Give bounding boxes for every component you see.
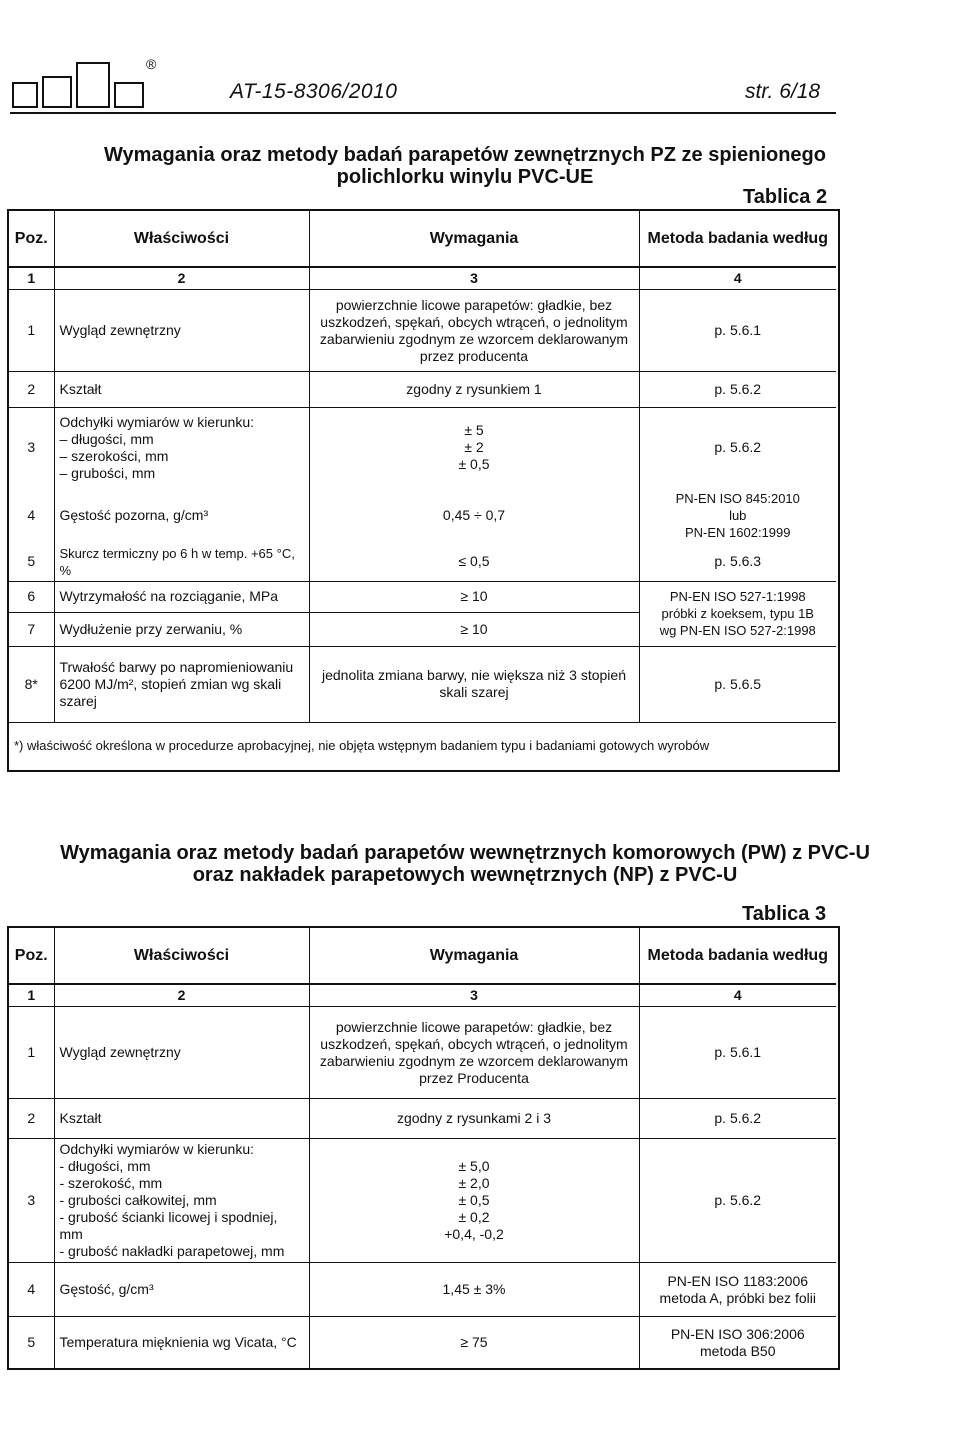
row-method: p. 5.6.2 [639,372,836,408]
table3-col-index: 1 [9,984,54,1007]
table3-col-index: 3 [309,984,639,1007]
row-poz: 1 [9,1007,54,1099]
row-requirement: zgodny z rysunkami 2 i 3 [309,1099,639,1139]
row-method: p. 5.6.2 [639,1139,836,1263]
row-property: Wydłużenie przy zerwaniu, % [54,612,309,646]
table2-row [9,581,836,612]
row-requirement: ± 5,0 ± 2,0 ± 0,5 ± 0,2 +0,4, -0,2 [309,1139,639,1263]
itb-logo [12,56,157,108]
row-property: Wygląd zewnętrzny [54,1007,309,1099]
row-method: PN-EN ISO 1183:2006 metoda A, próbki bez folii [639,1263,836,1317]
table3-header-poz: Poz. [14,947,48,964]
table3-title-line2: oraz nakładek parapetowych wewnętrznych (NP) z PVC-U [192,864,738,886]
table3-row [9,1263,836,1317]
row-method: p. 5.6.2 [639,408,836,488]
row-poz: 3 [27,439,36,456]
row-method: p. 5.6.2 [639,1099,836,1139]
row-poz: 6 [9,581,54,612]
table2-row [9,488,836,543]
table3-title [20,842,910,886]
registered-mark: ® [146,56,157,72]
row-poz: 5 [27,1334,36,1351]
row-requirement: ≤ 0,5 [309,543,639,582]
table2-title-line2: polichlorku winylu PVC-UE [336,166,594,188]
row-method: PN-EN ISO 527-1:1998 próbki z koeksem, typu 1B wg PN-EN ISO 527-2:1998 [639,581,836,646]
row-requirement: zgodny z rysunkiem 1 [309,372,639,408]
table2-col-index: 2 [54,267,309,290]
table2 [9,211,836,768]
table3-row [9,1099,836,1139]
row-requirement: jednolita zmiana barwy, nie większa niż 3 stopień skali szarej [309,646,639,722]
row-property: Wygląd zewnętrzny [54,290,309,372]
row-requirement: 0,45 ÷ 0,7 [309,488,639,543]
row-property: Kształt [54,1099,309,1139]
header-rule [10,112,836,114]
table3 [9,928,836,1369]
row-property: Skurcz termiczny po 6 h w temp. +65 °C, % [54,543,309,582]
table2-header-method: Metoda badania według [639,211,836,267]
row-requirement: ± 5 ± 2 ± 0,5 [309,408,639,488]
row-requirement: ≥ 75 [309,1317,639,1369]
table2-row [9,372,836,408]
table2-row [9,290,836,372]
table2-title [20,144,910,188]
table3-title-line1: Wymagania oraz metody badań parapetów wewnętrznych komorowych (PW) z PVC-U [60,842,870,864]
row-poz: 4 [27,506,36,523]
row-requirement: powierzchnie licowe parapetów: gładkie, bez uszkodzeń, spękań, obcych wtrąceń, o jednolitym zabarwieniu zgodnym ze wzorcem deklarowanym przez Producenta [309,1007,639,1099]
table2-title-line1: Wymagania oraz metody badań parapetów zewnętrznych PZ ze spienionego [103,144,826,166]
row-method: p. 5.6.1 [639,1007,836,1099]
table3-row [9,1007,836,1099]
row-poz: 3 [9,1139,54,1263]
table2-footnote-row [9,722,836,768]
row-property: Gęstość pozorna, g/cm³ [54,488,309,543]
table2-footnote: *) właściwość określona w procedurze aprobacyjnej, nie objęta wstępnym badaniem typu i badaniami gotowych wyrobów [14,737,710,753]
row-poz: 8* [9,646,54,722]
table2-row [9,646,836,722]
table3-row [9,1317,836,1369]
table3-header-requirements: Wymagania [309,928,639,984]
row-requirement: 1,45 ± 3% [309,1263,639,1317]
table3-header-properties: Właściwości [54,928,309,984]
table2-header-requirements: Wymagania [309,211,639,267]
table3-col-index: 2 [54,984,309,1007]
row-property: Wytrzymałość na rozciąganie, MPa [54,581,309,612]
table2-label: Tablica 2 [743,186,828,208]
table3-col-index: 4 [639,984,836,1007]
table3-label: Tablica 3 [742,903,827,925]
table2-col-index: 4 [639,267,836,290]
row-poz: 2 [9,1099,54,1139]
row-property: Trwałość barwy po napromieniowaniu 6200 MJ/m², stopień zmian wg skali szarej [54,646,309,722]
row-property: Odchyłki wymiarów w kierunku: - długości, mm - szerokość, mm - grubości całkowitej, mm - grubość ścianki licowej i spodniej, mm - grubość nakładki parapetowej, mm [54,1139,309,1263]
row-requirement: powierzchnie licowe parapetów: gładkie, bez uszkodzeń, spękań, obcych wtrąceń, o jednolitym zabarwieniu zgodnym ze wzorcem deklarowanym przez producenta [309,290,639,372]
table3-row [9,1139,836,1263]
row-poz: 2 [9,372,54,408]
table2-col-index: 3 [309,267,639,290]
table2-col-index: 1 [9,267,54,290]
row-requirement: ≥ 10 [309,581,639,612]
table2-row [9,408,836,488]
table2-header-poz: Poz. [14,230,48,247]
row-poz: 1 [9,290,54,372]
row-property: Odchyłki wymiarów w kierunku: – długości, mm – szerokości, mm – grubości, mm [54,408,309,488]
table2-row [9,543,836,582]
row-method: PN-EN ISO 306:2006 metoda B50 [639,1317,836,1369]
page-number: str. 6/18 [745,80,821,103]
row-poz: 5 [9,543,54,582]
table2-header-properties: Właściwości [54,211,309,267]
row-property: Gęstość, g/cm³ [54,1263,309,1317]
row-method: p. 5.6.5 [639,646,836,722]
row-requirement: ≥ 10 [309,612,639,646]
row-property: Temperatura mięknienia wg Vicata, °C [54,1317,309,1369]
row-poz: 4 [9,1263,54,1317]
document-number: AT-15-8306/2010 [230,80,398,103]
row-method: p. 5.6.1 [639,290,836,372]
row-poz: 7 [9,612,54,646]
row-method: p. 5.6.3 [639,543,836,582]
row-method: PN-EN ISO 845:2010 lub PN-EN 1602:1999 [639,488,836,543]
row-property: Kształt [54,372,309,408]
table3-header-method: Metoda badania według [639,928,836,984]
